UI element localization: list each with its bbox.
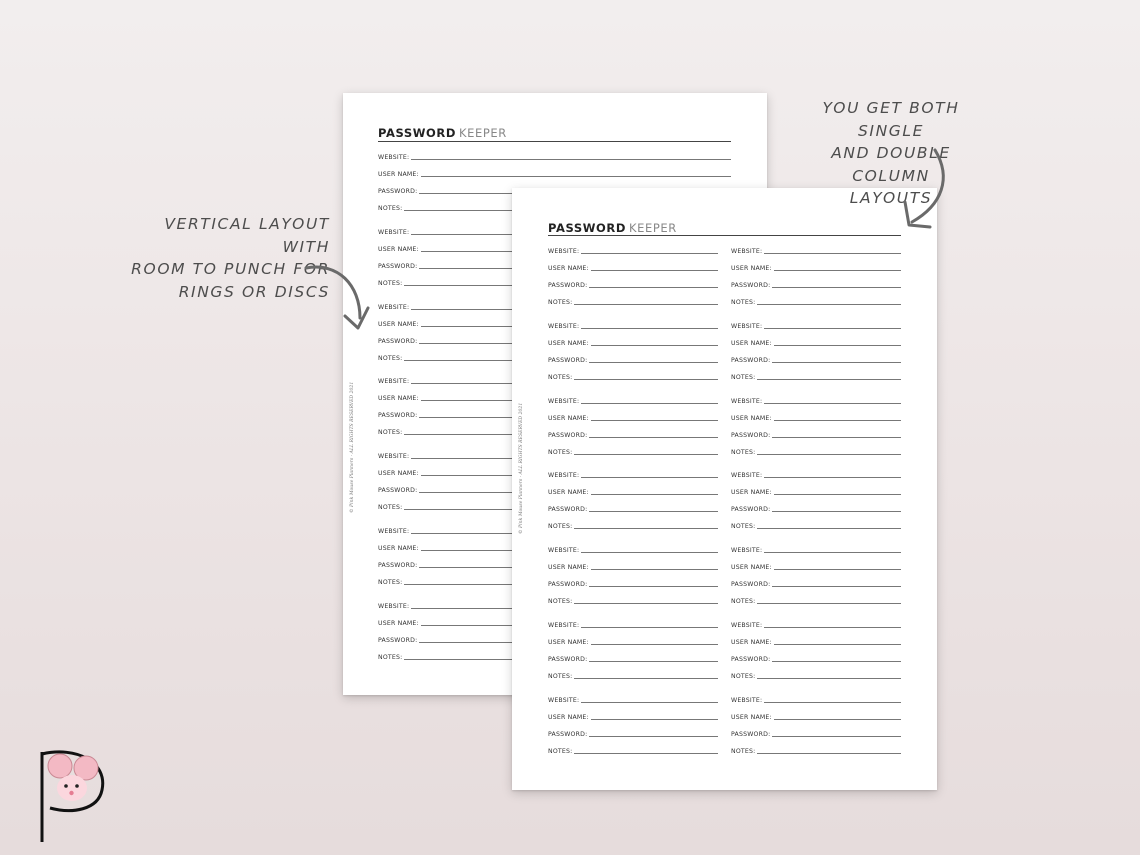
entry-field [731, 320, 901, 330]
entry-field [548, 371, 718, 381]
field-label: PASSWORD: [378, 188, 418, 195]
field-label: WEBSITE: [378, 228, 410, 236]
double-column-page [512, 188, 937, 790]
field-label: USER NAME: [731, 265, 772, 272]
field-label: NOTES: [548, 598, 573, 606]
field-label: NOTES: [548, 448, 573, 456]
field-label: WEBSITE: [548, 248, 580, 255]
entry-field [731, 262, 901, 272]
entry-field [731, 279, 901, 289]
write-line [757, 454, 901, 455]
field-label: PASSWORD: [548, 730, 588, 738]
entry-field [378, 168, 731, 178]
field-label: USER NAME: [731, 639, 772, 646]
write-line [591, 569, 718, 570]
field-label: USER NAME: [548, 713, 589, 721]
write-line [757, 304, 901, 305]
write-line [772, 287, 901, 288]
field-label: WEBSITE: [731, 547, 763, 555]
entry-field [731, 245, 901, 255]
field-label: PASSWORD: [378, 412, 418, 420]
entry-field [548, 320, 718, 330]
field-label: USER NAME: [731, 564, 772, 572]
entry-field [548, 296, 718, 306]
write-line [764, 702, 901, 703]
entry-field [548, 636, 718, 646]
field-label: PASSWORD: [548, 506, 588, 514]
field-label: NOTES: [378, 279, 403, 287]
write-line [774, 494, 901, 495]
field-label: WEBSITE: [731, 696, 763, 704]
write-line [574, 678, 718, 679]
write-line [581, 702, 718, 703]
field-label: NOTES: [731, 523, 756, 531]
entry-field [548, 446, 718, 456]
callout-line: RINGS OR DISCS [178, 282, 330, 301]
field-label: PASSWORD: [731, 431, 771, 439]
title-bold: PASSWORD [548, 221, 626, 235]
pink-mouse-logo-icon [36, 746, 108, 846]
field-label: USER NAME: [731, 339, 772, 347]
write-line [591, 345, 718, 346]
entry-field [731, 469, 901, 479]
field-label: NOTES: [548, 673, 573, 680]
title-bold: PASSWORD [378, 126, 456, 140]
field-label: NOTES: [731, 598, 756, 606]
field-label: WEBSITE: [378, 453, 410, 461]
write-line [589, 661, 718, 662]
write-line [772, 586, 901, 587]
write-line [757, 678, 901, 679]
field-label: NOTES: [378, 205, 403, 212]
entry-field [548, 653, 718, 663]
field-label: USER NAME: [378, 320, 419, 328]
write-line [774, 719, 901, 720]
field-label: USER NAME: [378, 470, 419, 478]
field-label: WEBSITE: [731, 248, 763, 255]
field-label: USER NAME: [378, 619, 419, 627]
field-label: WEBSITE: [731, 622, 763, 629]
entry-field [731, 412, 901, 422]
field-label: WEBSITE: [378, 378, 410, 386]
field-label: USER NAME: [548, 564, 589, 572]
entry-field [731, 544, 901, 554]
entry-field [731, 711, 901, 721]
write-line [589, 437, 718, 438]
write-line [772, 511, 901, 512]
field-label: WEBSITE: [378, 154, 410, 161]
field-label: USER NAME: [548, 414, 589, 422]
field-label: PASSWORD: [548, 581, 588, 589]
write-line [772, 661, 901, 662]
field-label: WEBSITE: [548, 472, 580, 480]
entry-field [731, 520, 901, 530]
field-label: USER NAME: [378, 395, 419, 403]
callout-vertical-layout [120, 213, 330, 303]
entry-field [548, 245, 718, 255]
write-line [589, 287, 718, 288]
field-label: PASSWORD: [731, 656, 771, 663]
write-line [581, 627, 718, 628]
entry-field [731, 670, 901, 680]
write-line [764, 328, 901, 329]
field-label: WEBSITE: [548, 322, 580, 330]
field-label: WEBSITE: [378, 303, 410, 311]
field-label: WEBSITE: [548, 397, 580, 405]
entry-field [548, 711, 718, 721]
write-line [581, 552, 718, 553]
field-label: PASSWORD: [378, 262, 418, 270]
entry-field [731, 296, 901, 306]
write-line [421, 176, 731, 177]
field-label: PASSWORD: [378, 562, 418, 569]
field-label: NOTES: [731, 448, 756, 456]
callout-line: ROOM TO PUNCH FOR [131, 260, 330, 278]
field-label: NOTES: [378, 504, 403, 512]
title-light: KEEPER [458, 126, 507, 140]
callout-line: AND DOUBLE COLUMN [831, 144, 951, 185]
field-label: USER NAME: [731, 713, 772, 721]
write-line [757, 753, 901, 754]
title-light: KEEPER [628, 221, 677, 235]
field-label: NOTES: [731, 673, 756, 680]
field-label: WEBSITE: [548, 696, 580, 704]
entry-field [731, 354, 901, 364]
write-line [772, 437, 901, 438]
field-label: WEBSITE: [548, 547, 580, 555]
write-line [764, 627, 901, 628]
field-label: USER NAME: [548, 339, 589, 347]
write-line [591, 719, 718, 720]
entry-field [548, 561, 718, 571]
field-label: PASSWORD: [548, 656, 588, 663]
write-line [581, 403, 718, 404]
field-label: PASSWORD: [378, 487, 418, 495]
field-label: PASSWORD: [731, 506, 771, 514]
write-line [581, 328, 718, 329]
field-label: USER NAME: [548, 265, 589, 272]
write-line [411, 159, 731, 160]
write-line [574, 528, 718, 529]
entry-field [731, 503, 901, 513]
field-label: USER NAME: [378, 171, 419, 178]
entry-field [548, 262, 718, 272]
write-line [574, 753, 718, 754]
write-line [574, 603, 718, 604]
write-line [764, 477, 901, 478]
write-line [774, 420, 901, 421]
field-label: NOTES: [548, 373, 573, 381]
field-label: PASSWORD: [731, 581, 771, 589]
write-line [764, 552, 901, 553]
write-line [591, 270, 718, 271]
entry-field [548, 503, 718, 513]
entry-field [731, 429, 901, 439]
write-line [591, 420, 718, 421]
page-title [548, 221, 677, 235]
callout-line: LAYOUTS [849, 189, 933, 207]
field-label: PASSWORD: [548, 431, 588, 439]
write-line [774, 345, 901, 346]
field-label: NOTES: [378, 429, 403, 437]
field-label: USER NAME: [548, 639, 589, 646]
entry-field [548, 279, 718, 289]
entry-field [731, 578, 901, 588]
entry-field [731, 371, 901, 381]
entry-field [548, 337, 718, 347]
field-label: USER NAME: [548, 489, 589, 497]
entry-field [548, 395, 718, 405]
entry-field [731, 395, 901, 405]
entry-field [731, 595, 901, 605]
entry-field [548, 429, 718, 439]
title-rule [548, 235, 901, 236]
field-label: PASSWORD: [378, 337, 418, 345]
field-label: NOTES: [548, 523, 573, 531]
entry-field [548, 578, 718, 588]
write-line [589, 511, 718, 512]
write-line [591, 644, 718, 645]
field-label: PASSWORD: [378, 636, 418, 644]
entry-field [731, 337, 901, 347]
entry-field [731, 636, 901, 646]
entry-field [731, 619, 901, 629]
field-label: USER NAME: [378, 245, 419, 253]
field-label: NOTES: [548, 747, 573, 755]
field-label: WEBSITE: [731, 472, 763, 480]
entry-field [548, 619, 718, 629]
field-label: WEBSITE: [548, 622, 580, 629]
entry-field [548, 728, 718, 738]
write-line [589, 362, 718, 363]
write-line [574, 304, 718, 305]
write-line [574, 379, 718, 380]
entry-field [548, 354, 718, 364]
field-label: PASSWORD: [731, 282, 771, 289]
field-label: WEBSITE: [731, 397, 763, 405]
entry-field [731, 653, 901, 663]
write-line [757, 528, 901, 529]
field-label: NOTES: [731, 747, 756, 755]
entry-field [548, 694, 718, 704]
field-label: USER NAME: [731, 414, 772, 422]
entry-field [731, 561, 901, 571]
write-line [772, 736, 901, 737]
entry-field [548, 412, 718, 422]
field-label: NOTES: [731, 299, 756, 306]
entry-field [548, 520, 718, 530]
write-line [774, 270, 901, 271]
write-line [772, 362, 901, 363]
callout-both-layouts [790, 97, 992, 210]
field-label: NOTES: [378, 579, 403, 586]
callout-line: VERTICAL LAYOUT WITH [164, 215, 330, 256]
copyright-footer: © Pink Mouse Planners · ALL RIGHTS RESERVED 2021 [519, 402, 524, 534]
write-line [589, 736, 718, 737]
field-label: PASSWORD: [731, 730, 771, 738]
entry-field [378, 151, 731, 161]
copyright-footer: © Pink Mouse Planners · ALL RIGHTS RESERVED 2021 [350, 381, 355, 513]
field-label: NOTES: [548, 299, 573, 306]
write-line [581, 253, 718, 254]
entry-field [548, 745, 718, 755]
field-label: PASSWORD: [731, 356, 771, 364]
field-label: USER NAME: [378, 545, 419, 552]
field-label: WEBSITE: [731, 322, 763, 330]
write-line [591, 494, 718, 495]
write-line [589, 586, 718, 587]
field-label: NOTES: [378, 354, 403, 362]
field-label: PASSWORD: [548, 356, 588, 364]
entry-field [548, 670, 718, 680]
field-label: WEBSITE: [378, 602, 410, 610]
callout-line: YOU GET BOTH SINGLE [822, 99, 960, 140]
write-line [574, 454, 718, 455]
entry-field [548, 469, 718, 479]
field-label: USER NAME: [731, 489, 772, 497]
write-line [757, 603, 901, 604]
entry-field [548, 486, 718, 496]
write-line [764, 253, 901, 254]
entry-field [731, 446, 901, 456]
write-line [581, 477, 718, 478]
write-line [757, 379, 901, 380]
write-line [774, 569, 901, 570]
field-label: PASSWORD: [548, 282, 588, 289]
write-line [774, 644, 901, 645]
entry-field [548, 595, 718, 605]
entry-field [548, 544, 718, 554]
field-label: NOTES: [731, 373, 756, 381]
field-label: WEBSITE: [378, 528, 410, 535]
entry-field [731, 728, 901, 738]
title-rule [378, 141, 731, 142]
entry-field [731, 486, 901, 496]
entry-field [731, 694, 901, 704]
write-line [764, 403, 901, 404]
entry-field [731, 745, 901, 755]
field-label: NOTES: [378, 653, 403, 661]
page-title [378, 126, 507, 140]
